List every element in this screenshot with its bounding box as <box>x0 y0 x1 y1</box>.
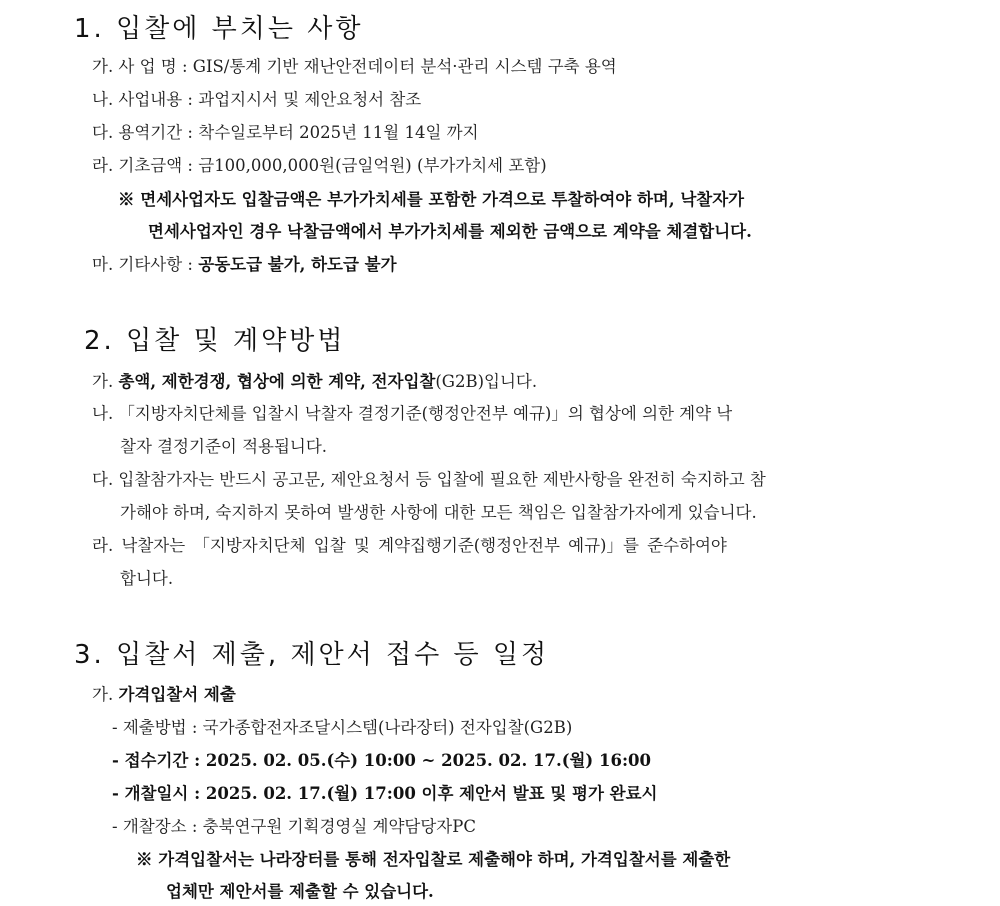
s3-detail-place <box>112 816 476 838</box>
s2-da-line2: 가해야 하며, 숙지하지 못하여 발생한 사항에 대한 모든 책임은 입찰참가자에게 있습니다. <box>120 503 757 522</box>
s1-ra-value: 금100,000,000원(금일억원) (부가가치세 포함) <box>198 156 547 175</box>
section-3-title: 3. 입찰서 제출, 제안서 접수 등 일정 <box>74 640 550 670</box>
s3-note-line1 <box>136 849 730 871</box>
s1-note-text1: 면세사업자도 입찰금액은 부가가치세를 포함한 가격으로 투찰하여야 하며, 낙찰자가 <box>140 190 745 209</box>
s3-place-value: 충북연구원 기획경영실 계약담당자PC <box>202 817 476 836</box>
s2-da-line1: 다. 입찰참가자는 반드시 공고문, 제안요청서 등 입찰에 필요한 제반사항을 완전히 숙지하고 참 <box>92 470 766 489</box>
s3-note-mark: ※ <box>136 850 153 869</box>
s1-ra-label: 라. 기초금액 : <box>92 156 193 175</box>
s3-place-label: - 개찰장소 : <box>112 817 198 836</box>
s1-note-line2: 면세사업자인 경우 낙찰금액에서 부가가치세를 제외한 금액으로 계약을 체결합니다. <box>148 222 752 241</box>
s3-note-line2: 업체만 제안서를 제출할 수 있습니다. <box>166 882 434 901</box>
s3-method-value: 국가종합전자조달시스템(나라장터) 전자입찰(G2B) <box>202 718 573 737</box>
s3-method-label: - 제출방법 : <box>112 718 198 737</box>
s1-da-label: 다. 용역기간 : <box>92 123 193 142</box>
s1-ma-value: 공동도급 불가, 하도급 불가 <box>198 255 397 274</box>
s1-note-line1 <box>118 189 744 211</box>
s2-ga-prefix: 가. <box>92 372 114 391</box>
s1-item-ga <box>92 56 617 78</box>
s2-item-ga <box>92 371 537 393</box>
s1-ga-value: GIS/통계 기반 재난안전데이터 분석·관리 시스템 구축 용역 <box>192 57 617 76</box>
s1-da-value: 착수일로부터 2025년 11월 14일 까지 <box>198 123 479 142</box>
s2-ga-bold: 총액, 제한경쟁, 협상에 의한 계약, 전자입찰 <box>118 372 436 391</box>
s3-detail-method <box>112 717 572 739</box>
s2-ra-line2: 합니다. <box>120 569 174 588</box>
s3-ga-bold: 가격입찰서 제출 <box>118 685 236 704</box>
s2-ga-tail: (G2B)입니다. <box>435 372 538 391</box>
s1-ga-label: 가. 사 업 명 : <box>92 57 188 76</box>
s3-ga-prefix: 가. <box>92 685 114 704</box>
s1-item-ma <box>92 254 397 276</box>
s3-item-ga <box>92 684 236 706</box>
s1-item-na <box>92 89 421 111</box>
section-2-title: 2. 입찰 및 계약방법 <box>84 326 346 356</box>
s1-item-da <box>92 122 479 144</box>
s1-item-ra <box>92 155 547 177</box>
s3-detail-opening: - 개찰일시 : 2025. 02. 17.(월) 17:00 이후 제안서 발표 및 평가 완료시 <box>112 784 658 803</box>
s1-note-mark: ※ <box>118 190 135 209</box>
s1-ma-label: 마. 기타사항 : <box>92 255 193 274</box>
s3-detail-period: - 접수기간 : 2025. 02. 05.(수) 10:00 ~ 2025. 02. 17.(월) 16:00 <box>112 751 651 770</box>
s2-na-line2: 찰자 결정기준이 적용됩니다. <box>120 437 328 456</box>
section-1-title: 1. 입찰에 부치는 사항 <box>74 14 364 44</box>
s1-na-label: 나. 사업내용 : <box>92 90 193 109</box>
s2-ra-line1: 라. 낙찰자는 「지방자치단체 입찰 및 계약집행기준(행정안전부 예규)」를 준수하여야 <box>92 536 727 555</box>
s1-na-value: 과업지시서 및 제안요청서 참조 <box>198 90 422 109</box>
s2-na-line1: 나. 「지방자치단체를 입찰시 낙찰자 결정기준(행정안전부 예규)」의 협상에 의한 계약 낙 <box>92 404 733 423</box>
s3-note-text1: 가격입찰서는 나라장터를 통해 전자입찰로 제출해야 하며, 가격입찰서를 제출한 <box>158 850 731 869</box>
